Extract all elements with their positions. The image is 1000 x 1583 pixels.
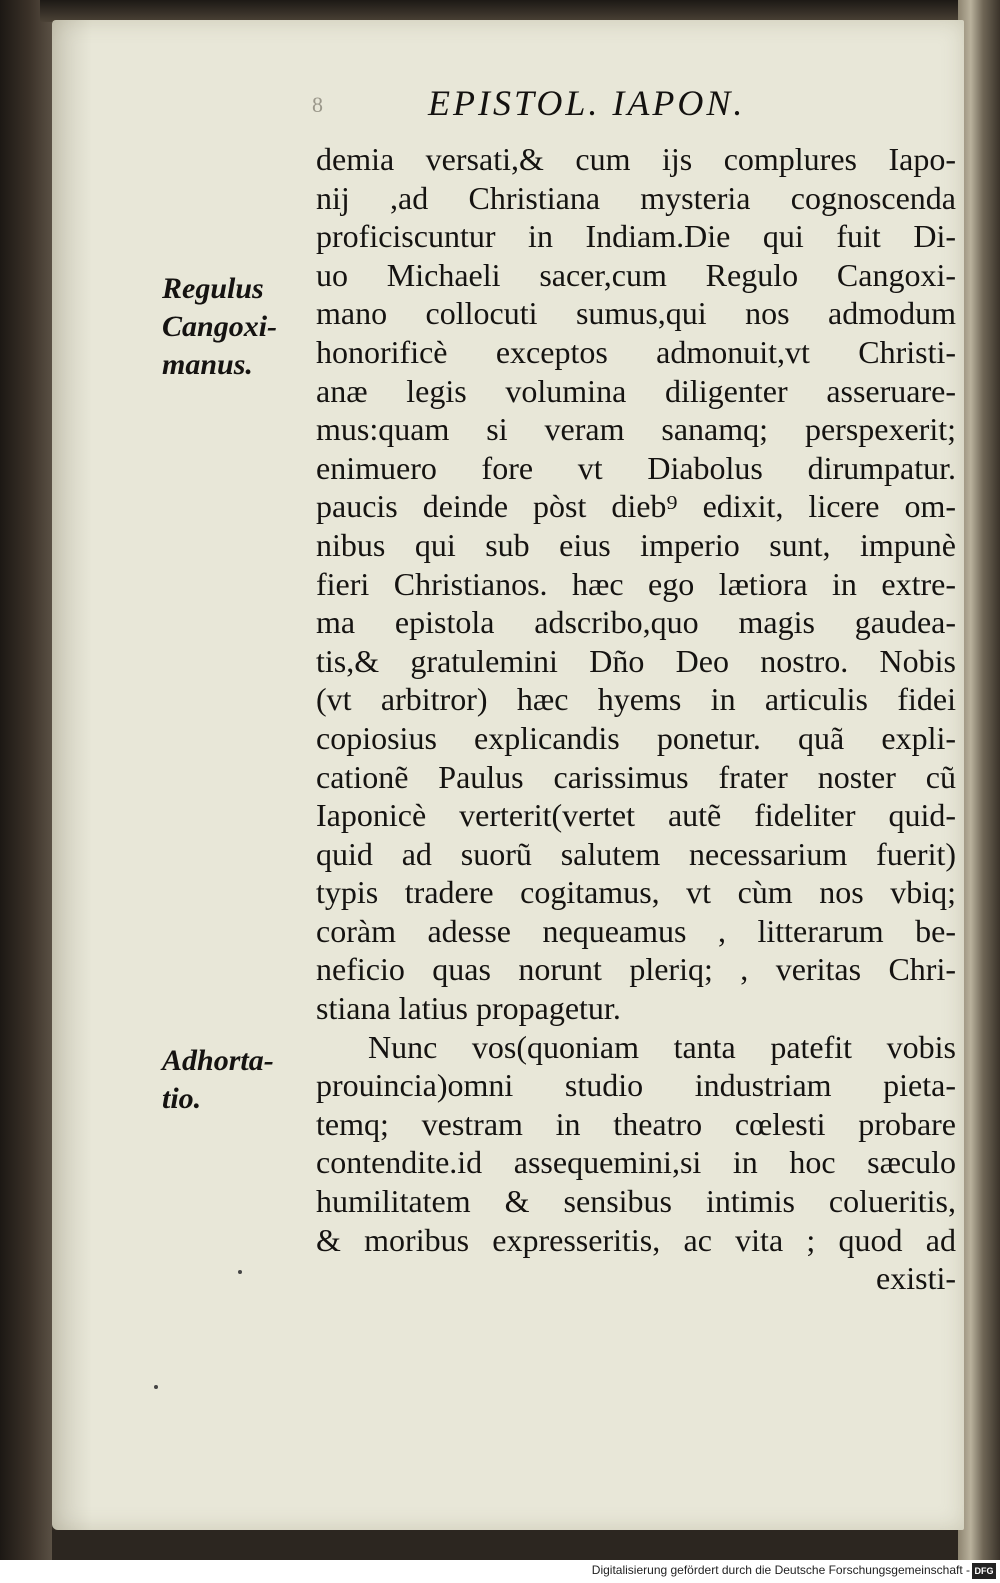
margin-note-line: Cangoxi- [162,310,278,343]
text-line: temq; vestram in theatro cœlesti probare [316,1105,956,1142]
body-text [316,140,956,1298]
gutter-shade [52,20,92,1530]
text-line: paucis deinde pòst dieb⁹ edixit, licere om- [316,488,956,525]
text-line: anæ legis volumina diligenter asseruare- [316,372,956,409]
text-line: nij ,ad Christiana mysteria cognoscenda [316,179,956,216]
text-line: ma epistola adscribo,quo magis gaudea- [316,604,956,641]
text-line: cationẽ Paulus carissimus frater noster cũ [316,758,956,795]
running-title: EPISTOL. IAPON. [428,83,746,123]
margin-note-line: tio. [162,1082,202,1115]
text-line: demia versati,& cum ijs complures Iapo- [316,141,956,177]
margin-note-line: Regulus [162,272,264,305]
paper-speck [154,1385,158,1389]
text-line: typis tradere cogitamus, vt cùm nos vbiq; [316,874,956,911]
text-line: proficiscuntur in Indiam.Die qui fuit Di- [316,218,956,255]
text-line: neficio quas norunt pleriq; , veritas Chri- [316,951,956,988]
text-line: tis,& gratulemini Dño Deo nostro. Nobis [316,642,956,679]
dfg-logo: DFG [972,1563,996,1579]
text-line: prouincia)omni studio industriam pieta- [316,1067,956,1104]
margin-note-regulus [162,270,277,384]
text-line: nibus qui sub eius imperio sunt, impunè [316,526,956,563]
text-line: Iaponicè verterit(vertet autẽ fideliter quid- [316,797,956,834]
catchword: existi- [876,1260,956,1297]
margin-note-line: Adhorta- [162,1044,274,1077]
text-line: mus:quam si veram sanamq; perspexerit; [316,411,956,448]
book-top-edge [40,0,970,22]
book-spine-shadow [0,0,52,1560]
text-line: honorificè exceptos admonuit,vt Christi- [316,333,956,370]
text-line: contendite.id assequemini,si in hoc sæculo [316,1144,956,1181]
text-line: uo Michaeli sacer,cum Regulo Cangoxi- [316,256,956,293]
text-line: fieri Christianos. hæc ego lætiora in extre- [316,565,956,602]
text-line: enimuero fore vt Diabolus dirumpatur. [316,449,956,486]
text-line: (vt arbitror) hæc hyems in articulis fidei [316,681,956,718]
text-line: mano collocuti sumus,qui nos admodum [316,295,956,332]
page-fore-edge [958,0,1000,1560]
text-line: stiana latius propagetur. [316,990,621,1027]
text-line: copiosius explicandis ponetur. quã expli- [316,719,956,756]
margin-note-adhortatio [162,1042,274,1118]
text-line: coràm adesse nequeamus , litterarum be- [316,912,956,949]
text-line: humilitatem & sensibus intimis colueritis, [316,1183,956,1220]
text-line: & moribus expresseritis, ac vita ; quod ad [316,1221,956,1258]
paper-speck [238,1270,242,1274]
page-number: 8 [312,92,323,117]
margin-note-line: manus. [162,348,253,381]
text-line: Nunc vos(quoniam tanta patefit vobis [368,1028,956,1065]
text-line: quid ad suorũ salutem necessarium fuerit) [316,835,956,872]
digitization-credit: Digitalisierung gefördert durch die Deutsche Forschungsgemeinschaft - [591,1563,970,1577]
